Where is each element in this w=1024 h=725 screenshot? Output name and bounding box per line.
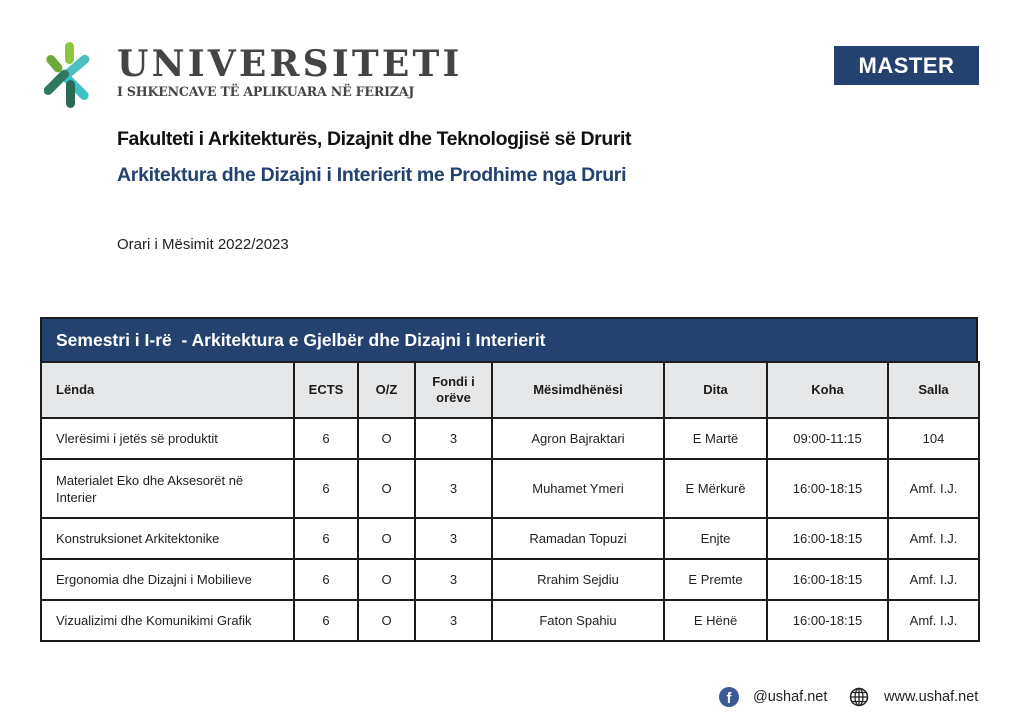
cell-hours: 3 — [415, 459, 492, 518]
cell-day: E Martë — [664, 418, 767, 459]
facebook-icon: f — [719, 687, 739, 707]
cell-ects: 6 — [294, 459, 358, 518]
cell-time: 16:00-18:15 — [767, 459, 888, 518]
cell-oz: O — [358, 559, 415, 600]
column-header-ects: ECTS — [294, 362, 358, 418]
table-row — [41, 518, 979, 559]
column-header-subject: Lënda — [41, 362, 294, 418]
semester-title: Semestri i I-rë - Arkitektura e Gjelbër dhe Dizajni i Interierit — [40, 317, 978, 361]
cell-room: Amf. I.J. — [888, 459, 979, 518]
table-row — [41, 559, 979, 600]
cell-oz: O — [358, 518, 415, 559]
cell-teacher: Rrahim Sejdiu — [492, 559, 664, 600]
globe-icon — [849, 687, 869, 707]
column-header-teacher: Mësimdhënësi — [492, 362, 664, 418]
column-header-hours: Fondi i orëve — [415, 362, 492, 418]
cell-hours: 3 — [415, 518, 492, 559]
cell-ects: 6 — [294, 518, 358, 559]
cell-subject: Konstruksionet Arkitektonike — [41, 518, 294, 559]
facebook-link[interactable] — [719, 686, 827, 708]
cell-teacher: Faton Spahiu — [492, 600, 664, 641]
column-header-day: Dita — [664, 362, 767, 418]
facebook-handle: @ushaf.net — [753, 689, 828, 705]
cell-subject: Vlerësimi i jetës së produktit — [41, 418, 294, 459]
university-name: UNIVERSITETI — [117, 43, 463, 85]
cell-oz: O — [358, 418, 415, 459]
cell-teacher: Ramadan Topuzi — [492, 518, 664, 559]
website-link[interactable] — [849, 686, 978, 708]
schedule-title: Orari i Mësimit 2022/2023 — [117, 236, 289, 253]
cell-time: 16:00-18:15 — [767, 559, 888, 600]
cell-teacher: Agron Bajraktari — [492, 418, 664, 459]
cell-day: E Mërkurë — [664, 459, 767, 518]
cell-subject: Ergonomia dhe Dizajni i Mobilieve — [41, 559, 294, 600]
program-title: Arkitektura dhe Dizajni i Interierit me Prodhime nga Druri — [117, 164, 627, 186]
website-url: www.ushaf.net — [884, 689, 979, 705]
cell-hours: 3 — [415, 559, 492, 600]
table-row — [41, 600, 979, 641]
degree-badge: MASTER — [834, 46, 979, 85]
table-header-row — [41, 362, 979, 418]
cell-day: E Hënë — [664, 600, 767, 641]
cell-ects: 6 — [294, 559, 358, 600]
cell-day: E Premte — [664, 559, 767, 600]
cell-room: Amf. I.J. — [888, 518, 979, 559]
cell-room: 104 — [888, 418, 979, 459]
cell-room: Amf. I.J. — [888, 600, 979, 641]
cell-time: 09:00-11:15 — [767, 418, 888, 459]
university-logo-icon — [44, 40, 104, 110]
table-row — [41, 418, 979, 459]
cell-oz: O — [358, 600, 415, 641]
cell-time: 16:00-18:15 — [767, 600, 888, 641]
cell-subject: Vizualizimi dhe Komunikimi Grafik — [41, 600, 294, 641]
cell-day: Enjte — [664, 518, 767, 559]
university-subtitle: I SHKENCAVE TË APLIKUARA NË FERIZAJ — [117, 84, 415, 99]
cell-hours: 3 — [415, 418, 492, 459]
schedule-table-container — [40, 317, 978, 642]
column-header-time: Koha — [767, 362, 888, 418]
cell-hours: 3 — [415, 600, 492, 641]
table-row — [41, 459, 979, 518]
cell-subject: Materialet Eko dhe Aksesorët në Interier — [41, 459, 294, 518]
column-header-oz: O/Z — [358, 362, 415, 418]
cell-ects: 6 — [294, 600, 358, 641]
cell-oz: O — [358, 459, 415, 518]
cell-time: 16:00-18:15 — [767, 518, 888, 559]
column-header-room: Salla — [888, 362, 979, 418]
schedule-table — [40, 361, 980, 642]
cell-teacher: Muhamet Ymeri — [492, 459, 664, 518]
faculty-title: Fakulteti i Arkitekturës, Dizajnit dhe Teknologjisë së Drurit — [117, 128, 632, 150]
cell-room: Amf. I.J. — [888, 559, 979, 600]
cell-ects: 6 — [294, 418, 358, 459]
